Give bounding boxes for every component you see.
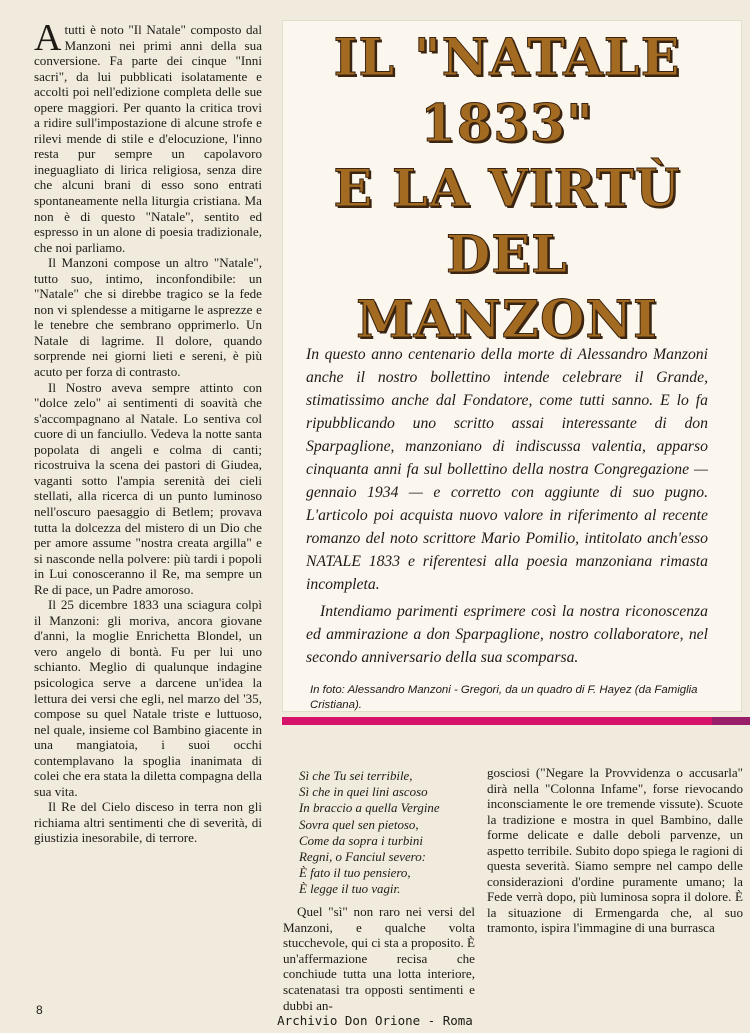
poem-line: È fato il tuo pensiero, bbox=[299, 866, 411, 881]
right-paragraph: gosciosi ("Negare la Provvidenza o accusarla" dirà nella "Colonna Infame", forse rievocando inconsciamente le ore tremende vissute). Scuote la tradizione e mostra in quel Bambino, dalle forme delicate e dalle deboli parvenze, un aspetto terribile. Subito dopo spiega le ragioni di questa severità. Siamo sempre nel campo delle considerazioni d'ordine puramente umano; la Fede verrà dopo, più luminosa sopra il dolore. È la situazione di Ermengarda che, al suo tramonto, ispira l'immagine di una burrasca bbox=[487, 765, 743, 936]
title-line: 1833" bbox=[420, 93, 594, 154]
left-paragraph-4: Il 25 dicembre 1833 una sciagura colpì il Manzoni: gli moriva, ancora giovane d'anni, la moglie Enrichetta Blondel, un vero angelo di bontà. Fu per lui uno schianto. Meglio di qualunque indagine psicologica serve a darcene un'idea la lettura dei versi che egli, nel marzo del '35, compose su quel Natale triste e luttuoso, nel quale, insieme col Bambino giacente in una mangiatoia, i suoi occhi contemplavano la spoglia inanimata di colei che era stata la diletta compagna della sua vita. bbox=[34, 597, 262, 799]
left-paragraph-1: Atutti è noto "Il Natale" composto dal Manzoni nei primi anni della sua conversione. Fa parte dei cinque "Inni sacri", da lui pubblicati isolatamente e accolti poi nell'edizione completa delle sue opere maggiori. Per quanto la critica trovi a ridire sull'impostazione di alcune strofe e rilevi mende di stile e d'elocuzione, l'inno resta pur sempre un capolavoro ineguagliato di lirica religiosa, senza dire che alcuni brani di esso sono entrati spontaneamente nella liturgia cristiana. Ma non è di questo "Natale", sentito ed espresso in un alone di poesia tradizionale, che noi parliamo. bbox=[34, 17, 262, 255]
poem-excerpt bbox=[299, 768, 479, 898]
intro-paragraph: Intendiamo parimenti esprimere così la nostra riconoscenza ed ammirazione a don Sparpaglione, nostro collaboratore, nel secondo anniversario della sua scomparsa. bbox=[306, 603, 708, 666]
poem-line: È legge il tuo vagir. bbox=[299, 882, 401, 897]
poem-line: Sì che Tu sei terribile, bbox=[299, 769, 413, 783]
drop-cap: A bbox=[34, 17, 62, 59]
left-paragraph-3: Il Nostro aveva sempre attinto con "dolce zelo" ai sentimenti di soavità che s'accompagnano al Natale. Lo sentiva col cuore di un fanciullo. Vedeva la notte santa popolata di angeli e colma di canti; ricostruiva la scena dei pastori di Giudea, vaganti sotto l'ampia serenità dei cieli stellati, alla ricerca di un punto luminoso nell'oscuro paesaggio di Betlem; provava tutta la dolcezza del mistero di un Dio che per amore assume "nostra creata argilla" e si nasconde nella polvere: più tardi i popoli in Lui conosceranno il Re, ma sempre un Re di pace, un Padre amoroso. bbox=[34, 379, 262, 597]
poem-line: Regni, o Fanciul severo: bbox=[299, 850, 426, 865]
left-paragraph-5: Il Re del Cielo disceso in terra non gli richiama altri sentimenti che di severità, di giustizia inesorabile, di terrore. bbox=[34, 799, 262, 846]
title-line: IL "NATALE bbox=[333, 28, 681, 88]
poem-line: Sì che in quei lini ascoso bbox=[299, 785, 428, 800]
archive-footer: Archivio Don Orione - Roma bbox=[277, 1013, 473, 1028]
article-intro bbox=[306, 343, 708, 669]
accent-bar-end bbox=[712, 717, 750, 725]
left-column bbox=[34, 17, 262, 846]
right-column bbox=[487, 765, 743, 936]
middle-paragraph: Quel "sì" non raro nei versi del Manzoni, e qualche volta stucchevole, qui ci sta a proposito. È un'affermazione recisa che conchiude tutta una lotta interiore, scatenatasi tra opposti sentimenti e dubbi an- bbox=[283, 904, 475, 1013]
page-number: 8 bbox=[36, 1003, 43, 1017]
poem-line: Sovra quel sen pietoso, bbox=[299, 817, 419, 832]
left-paragraph-2: Il Manzoni compose un altro "Natale", tutto suo, intimo, inconfondibile: un "Natale" che si direbbe tragico se la fede non vi splendesse a mitigarne le asprezze e le tenebre che sembrano opprimerlo. Un Natale di lagrime. Il dolore, quando sorprende nei giorni lieti e sereni, è più acuto per forza di contrasto. bbox=[34, 255, 262, 380]
intro-paragraph: In questo anno centenario della morte di Alessandro Manzoni anche il nostro bollettino intende celebrare il Grande, stimatissimo anche dal Fondatore, come tutti sanno. E lo fa ripubblicando uno scritto assai interessante di don Sparpaglione, manzoniano di indiscussa valentia, apparso cinquanta anni fa sul bollettino della nostra Congregazione — gennaio 1934 — e corretto con aggiunte di suo pugno. L'articolo poi acquista nuovo valore in riferimento al recente romanzo del noto scrittore Mario Pomilio, intitolato anch'esso NATALE 1833 e riferentesi alla poesia manzoniana rimasta incompleta. bbox=[306, 346, 708, 593]
poem-line: In braccio a quella Vergine bbox=[299, 801, 440, 816]
article-title bbox=[282, 26, 732, 354]
poem-line: Come da sopra i turbini bbox=[299, 833, 423, 848]
middle-column bbox=[283, 904, 475, 1013]
title-line: MANZONI bbox=[356, 290, 658, 350]
photo-caption: In foto: Alessandro Manzoni - Gregori, da un quadro di F. Hayez (da Famiglia Cristiana). bbox=[310, 684, 698, 711]
accent-bar bbox=[282, 717, 740, 725]
title-line: E LA VIRTÙ bbox=[333, 159, 681, 219]
title-line: DEL bbox=[446, 224, 568, 285]
